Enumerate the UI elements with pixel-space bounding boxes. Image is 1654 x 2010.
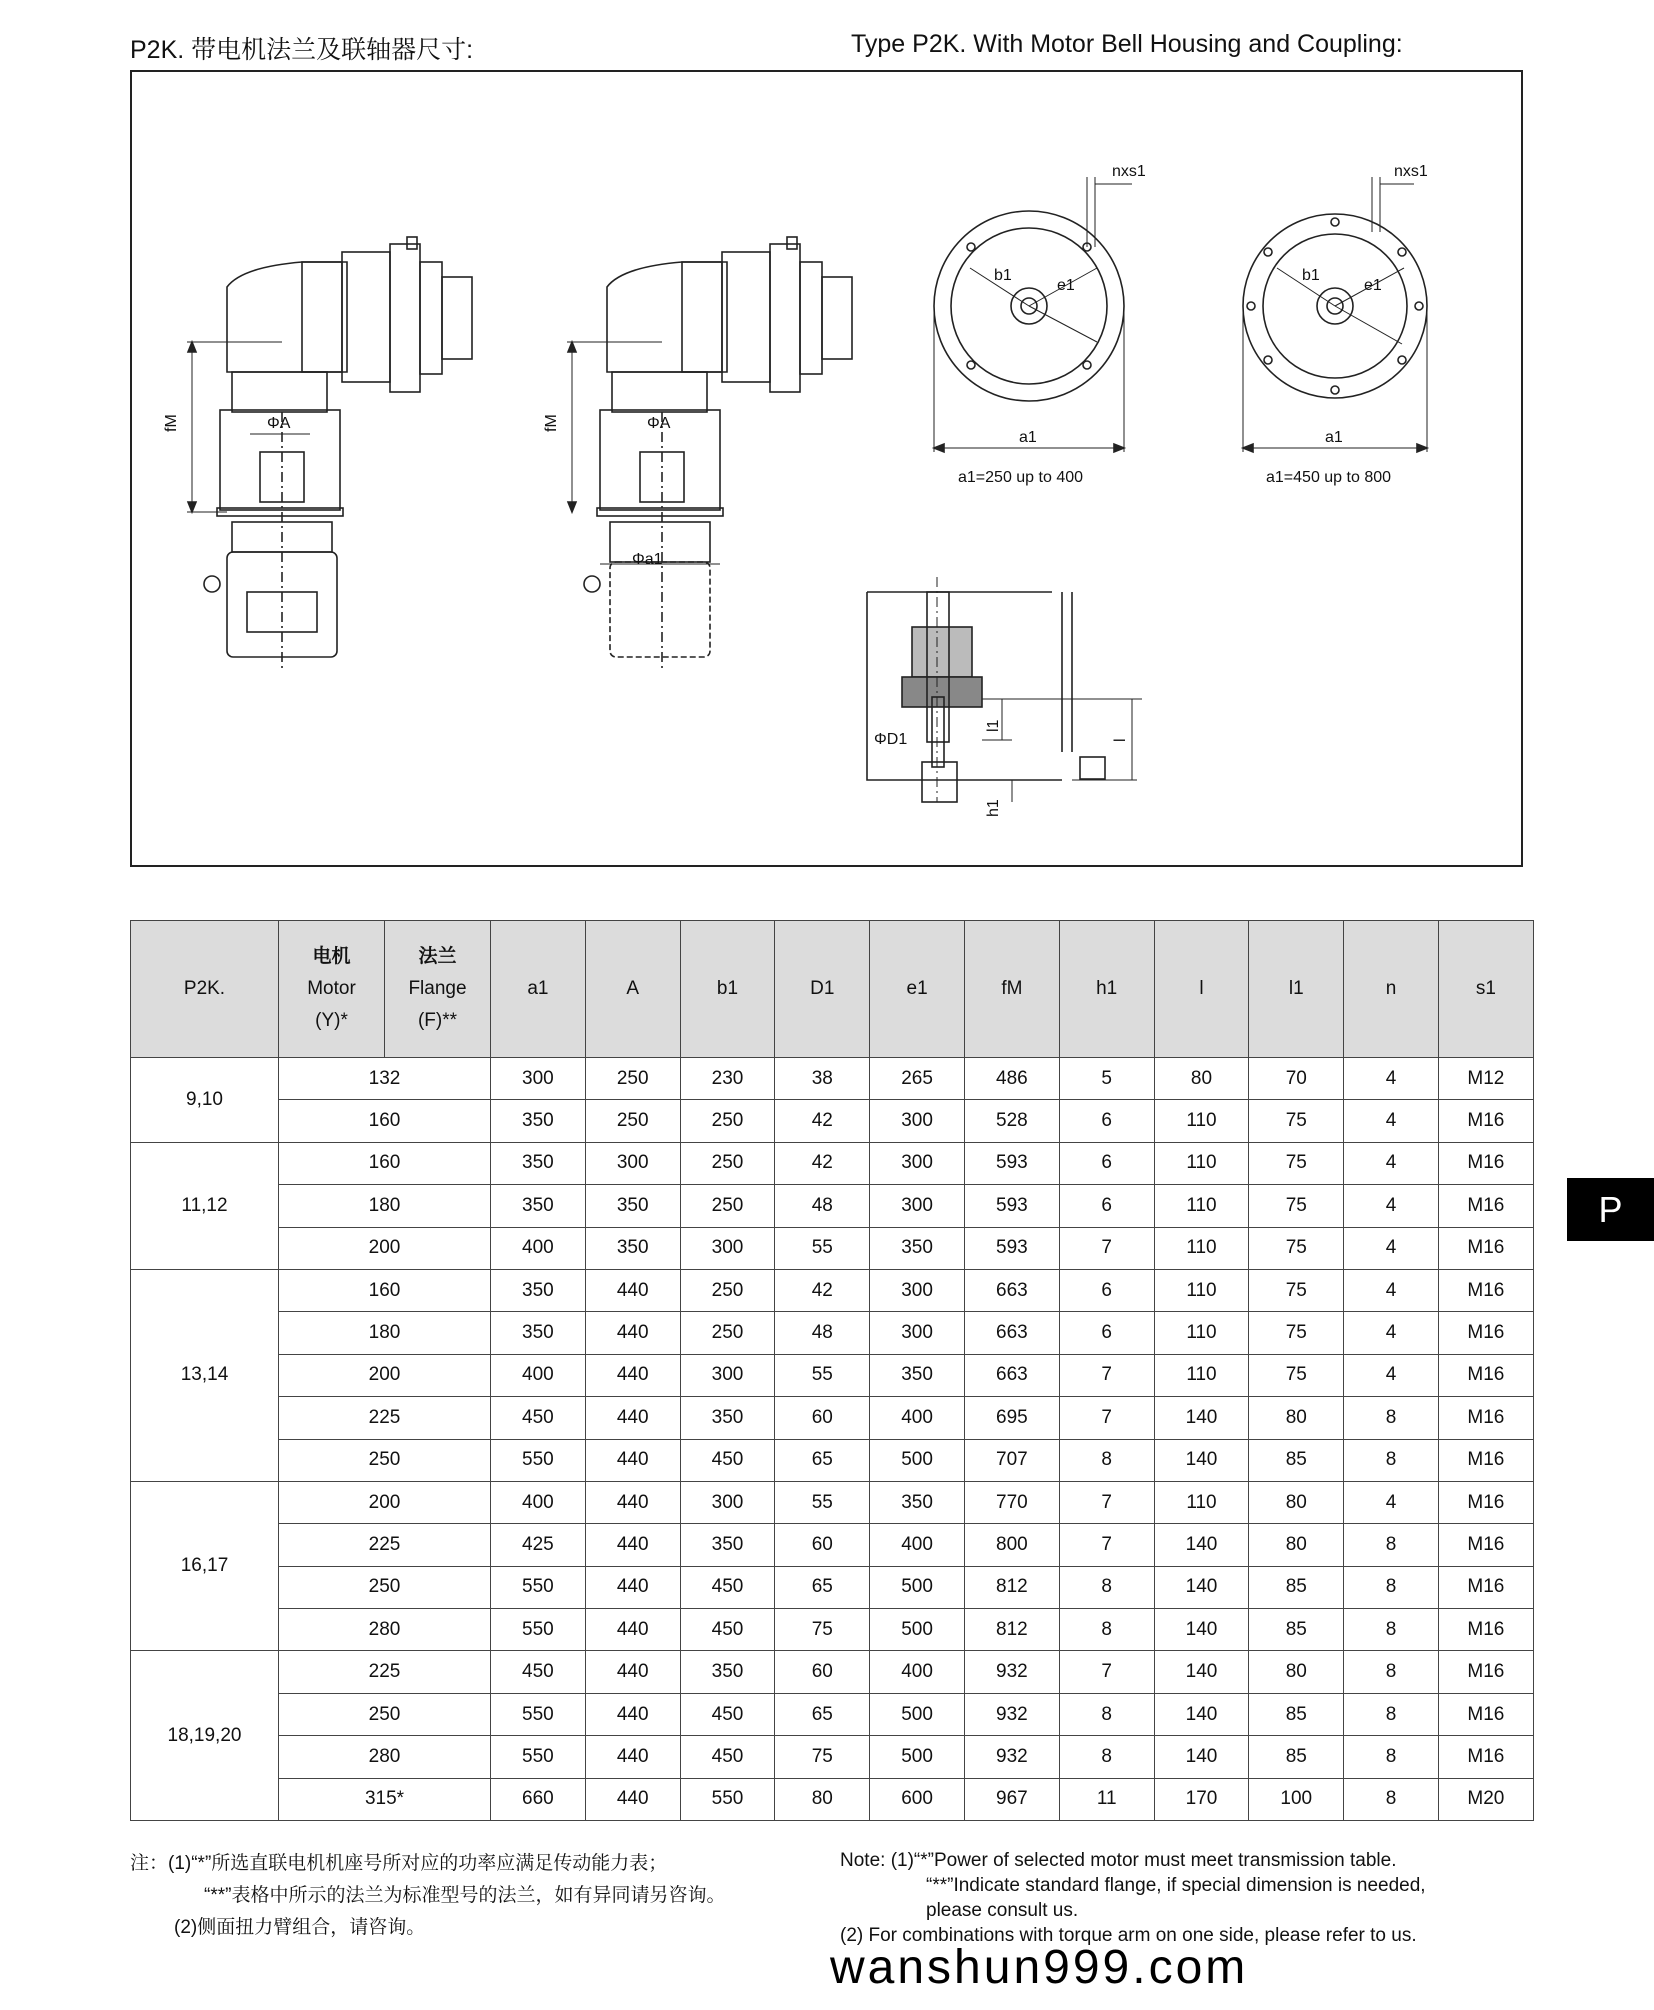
table-row xyxy=(131,1185,1534,1227)
notes-chinese xyxy=(130,1848,725,1944)
table-cell: 42 xyxy=(775,1269,870,1311)
table-cell: 55 xyxy=(775,1227,870,1269)
table-cell: 450 xyxy=(680,1736,775,1778)
table-cell: 140 xyxy=(1154,1609,1249,1651)
table-cell: 550 xyxy=(680,1778,775,1820)
table-cell: 812 xyxy=(964,1566,1059,1608)
motor-flange-cell: 250 xyxy=(279,1566,491,1608)
motor-flange-cell: 225 xyxy=(279,1524,491,1566)
table-cell: 350 xyxy=(491,1185,586,1227)
table-cell: M20 xyxy=(1438,1778,1533,1820)
header-l: l xyxy=(1154,921,1249,1058)
table-cell: 250 xyxy=(680,1100,775,1142)
size-cell: 13,14 xyxy=(131,1269,279,1481)
table-cell: 440 xyxy=(585,1566,680,1608)
table-cell: 300 xyxy=(491,1058,586,1100)
table-cell: 110 xyxy=(1154,1185,1249,1227)
note-cn-line1: 注：(1)“*”所选直联电机机座号所对应的功率应满足传动能力表； xyxy=(130,1853,668,1874)
nxs1-label-small: nxs1 xyxy=(1112,163,1146,180)
table-cell: 695 xyxy=(964,1397,1059,1439)
table-cell: 110 xyxy=(1154,1354,1249,1396)
table-cell: 4 xyxy=(1344,1354,1439,1396)
a1-label-large: a1 xyxy=(1325,429,1343,446)
table-cell: 4 xyxy=(1344,1058,1439,1100)
table-cell: 6 xyxy=(1059,1142,1154,1184)
table-cell: 230 xyxy=(680,1058,775,1100)
motor-flange-cell: 160 xyxy=(279,1100,491,1142)
table-cell: 450 xyxy=(680,1609,775,1651)
table-cell: 8 xyxy=(1344,1609,1439,1651)
gearbox-view-middle xyxy=(543,237,852,672)
table-cell: 440 xyxy=(585,1397,680,1439)
table-cell: 250 xyxy=(585,1100,680,1142)
table-cell: 450 xyxy=(491,1651,586,1693)
table-cell: 350 xyxy=(491,1142,586,1184)
table-cell: 65 xyxy=(775,1693,870,1735)
table-cell: 85 xyxy=(1249,1693,1344,1735)
technical-drawing xyxy=(132,72,1523,867)
table-cell: 300 xyxy=(680,1481,775,1523)
motor-flange-cell: 160 xyxy=(279,1269,491,1311)
table-cell: 400 xyxy=(870,1651,965,1693)
table-cell: 100 xyxy=(1249,1778,1344,1820)
table-cell: 140 xyxy=(1154,1736,1249,1778)
motor-flange-cell: 315* xyxy=(279,1778,491,1820)
table-cell: 500 xyxy=(870,1693,965,1735)
dimensions-table xyxy=(130,920,1534,1821)
header-h1: h1 xyxy=(1059,921,1154,1058)
table-cell: 110 xyxy=(1154,1481,1249,1523)
table-cell: 593 xyxy=(964,1227,1059,1269)
table-cell: 450 xyxy=(680,1566,775,1608)
table-cell: M12 xyxy=(1438,1058,1533,1100)
table-cell: 440 xyxy=(585,1736,680,1778)
header-D1: D1 xyxy=(775,921,870,1058)
caption-large-flange: a1=450 up to 800 xyxy=(1266,469,1392,486)
motor-flange-cell: 200 xyxy=(279,1481,491,1523)
table-cell: 500 xyxy=(870,1736,965,1778)
table-cell: M16 xyxy=(1438,1227,1533,1269)
table-cell: 250 xyxy=(680,1142,775,1184)
table-row xyxy=(131,1651,1534,1693)
note-cn-line3: (2)侧面扭力臂组合，请咨询。 xyxy=(174,1917,426,1938)
table-cell: 450 xyxy=(680,1693,775,1735)
table-cell: 140 xyxy=(1154,1651,1249,1693)
table-cell: 350 xyxy=(491,1312,586,1354)
table-row xyxy=(131,1439,1534,1481)
table-cell: 350 xyxy=(491,1269,586,1311)
size-cell: 9,10 xyxy=(131,1058,279,1143)
watermark: wanshun999.com xyxy=(830,1941,1249,1994)
motor-flange-cell: 250 xyxy=(279,1439,491,1481)
table-cell: 265 xyxy=(870,1058,965,1100)
table-cell: 8 xyxy=(1344,1693,1439,1735)
e1-label-large: e1 xyxy=(1364,277,1382,294)
table-cell: 440 xyxy=(585,1609,680,1651)
table-cell: 350 xyxy=(870,1227,965,1269)
table-cell: 80 xyxy=(1154,1058,1249,1100)
phiA-label-left: ΦA xyxy=(267,415,291,432)
table-cell: 450 xyxy=(491,1397,586,1439)
table-row xyxy=(131,1736,1534,1778)
table-cell: 110 xyxy=(1154,1269,1249,1311)
motor-flange-cell: 132 xyxy=(279,1058,491,1100)
table-cell: 6 xyxy=(1059,1269,1154,1311)
table-cell: 75 xyxy=(1249,1269,1344,1311)
table-cell: 400 xyxy=(491,1227,586,1269)
table-row xyxy=(131,1693,1534,1735)
table-cell: M16 xyxy=(1438,1439,1533,1481)
table-cell: 75 xyxy=(1249,1142,1344,1184)
table-cell: 65 xyxy=(775,1566,870,1608)
table-cell: 4 xyxy=(1344,1481,1439,1523)
table-cell: 8 xyxy=(1344,1397,1439,1439)
table-cell: 5 xyxy=(1059,1058,1154,1100)
phiA-label-middle: ΦA xyxy=(647,415,671,432)
table-cell: 75 xyxy=(1249,1227,1344,1269)
page-title-en: Type P2K. With Motor Bell Housing and Coupling: xyxy=(851,30,1403,58)
table-cell: 770 xyxy=(964,1481,1059,1523)
header-motor: 电机 Motor (Y)* xyxy=(279,921,385,1058)
table-cell: M16 xyxy=(1438,1481,1533,1523)
table-cell: 500 xyxy=(870,1439,965,1481)
table-cell: 6 xyxy=(1059,1100,1154,1142)
table-header-row xyxy=(131,921,1534,1058)
table-cell: 350 xyxy=(680,1651,775,1693)
page-title-cn: P2K. 带电机法兰及联轴器尺寸: xyxy=(130,36,474,64)
table-row xyxy=(131,1609,1534,1651)
table-cell: M16 xyxy=(1438,1609,1533,1651)
motor-flange-cell: 225 xyxy=(279,1651,491,1693)
table-cell: 7 xyxy=(1059,1481,1154,1523)
table-cell: 140 xyxy=(1154,1397,1249,1439)
table-cell: 250 xyxy=(680,1269,775,1311)
gearbox-view-left xyxy=(163,237,472,672)
phia1-label: Φa1 xyxy=(632,551,663,568)
technical-drawing-frame xyxy=(130,70,1523,867)
table-cell: 967 xyxy=(964,1778,1059,1820)
table-cell: 707 xyxy=(964,1439,1059,1481)
motor-flange-cell: 160 xyxy=(279,1142,491,1184)
table-cell: 8 xyxy=(1059,1439,1154,1481)
header-b1: b1 xyxy=(680,921,775,1058)
notes-english xyxy=(840,1848,1540,1948)
table-cell: 70 xyxy=(1249,1058,1344,1100)
table-cell: 300 xyxy=(680,1227,775,1269)
motor-flange-cell: 180 xyxy=(279,1185,491,1227)
table-cell: 4 xyxy=(1344,1142,1439,1184)
flange-small-view xyxy=(934,163,1146,486)
table-cell: 8 xyxy=(1344,1566,1439,1608)
table-row xyxy=(131,1227,1534,1269)
table-cell: M16 xyxy=(1438,1142,1533,1184)
table-cell: 812 xyxy=(964,1609,1059,1651)
header-fM: fM xyxy=(964,921,1059,1058)
table-cell: 80 xyxy=(1249,1651,1344,1693)
motor-flange-cell: 225 xyxy=(279,1397,491,1439)
table-cell: 8 xyxy=(1059,1566,1154,1608)
table-cell: 8 xyxy=(1344,1651,1439,1693)
table-row xyxy=(131,1778,1534,1820)
table-cell: 60 xyxy=(775,1524,870,1566)
table-cell: 486 xyxy=(964,1058,1059,1100)
table-cell: 440 xyxy=(585,1778,680,1820)
size-cell: 16,17 xyxy=(131,1481,279,1651)
table-cell: 932 xyxy=(964,1736,1059,1778)
l1-label: l1 xyxy=(985,719,1002,732)
table-cell: 440 xyxy=(585,1693,680,1735)
nxs1-label-large: nxs1 xyxy=(1394,163,1428,180)
table-cell: 600 xyxy=(870,1778,965,1820)
table-cell: 80 xyxy=(1249,1481,1344,1523)
table-body xyxy=(131,1058,1534,1821)
table-cell: M16 xyxy=(1438,1736,1533,1778)
table-cell: 8 xyxy=(1059,1736,1154,1778)
table-cell: 500 xyxy=(870,1609,965,1651)
table-cell: 110 xyxy=(1154,1142,1249,1184)
table-row xyxy=(131,1142,1534,1184)
table-cell: 75 xyxy=(775,1609,870,1651)
l-label: l xyxy=(1112,738,1129,742)
table-cell: 80 xyxy=(775,1778,870,1820)
table-cell: M16 xyxy=(1438,1566,1533,1608)
header-p2k: P2K. xyxy=(131,921,279,1058)
header-flange: 法兰 Flange (F)** xyxy=(385,921,491,1058)
table-cell: 500 xyxy=(870,1566,965,1608)
header-a1: a1 xyxy=(491,921,586,1058)
table-cell: 593 xyxy=(964,1142,1059,1184)
motor-flange-cell: 200 xyxy=(279,1227,491,1269)
table-cell: 440 xyxy=(585,1481,680,1523)
table-row xyxy=(131,1397,1534,1439)
table-cell: M16 xyxy=(1438,1312,1533,1354)
table-row xyxy=(131,1269,1534,1311)
note-cn-line2: “**”表格中所示的法兰为标准型号的法兰，如有异同请另咨询。 xyxy=(204,1885,726,1906)
table-cell: 75 xyxy=(1249,1354,1344,1396)
header-l1: l1 xyxy=(1249,921,1344,1058)
table-cell: 550 xyxy=(491,1439,586,1481)
table-cell: 400 xyxy=(491,1354,586,1396)
table-cell: 528 xyxy=(964,1100,1059,1142)
h1-label: h1 xyxy=(985,799,1002,817)
table-cell: 4 xyxy=(1344,1227,1439,1269)
table-cell: 450 xyxy=(680,1439,775,1481)
coupling-detail-view xyxy=(867,577,1142,817)
table-cell: 110 xyxy=(1154,1227,1249,1269)
table-cell: 350 xyxy=(680,1524,775,1566)
table-cell: M16 xyxy=(1438,1354,1533,1396)
table-cell: 663 xyxy=(964,1354,1059,1396)
table-cell: 250 xyxy=(680,1185,775,1227)
table-cell: 8 xyxy=(1059,1609,1154,1651)
table-cell: 8 xyxy=(1344,1439,1439,1481)
header-s1: s1 xyxy=(1438,921,1533,1058)
table-cell: 11 xyxy=(1059,1778,1154,1820)
motor-flange-cell: 280 xyxy=(279,1609,491,1651)
flange-large-view xyxy=(1243,163,1428,486)
table-cell: 7 xyxy=(1059,1524,1154,1566)
table-cell: M16 xyxy=(1438,1397,1533,1439)
table-cell: 80 xyxy=(1249,1397,1344,1439)
table-cell: 6 xyxy=(1059,1185,1154,1227)
motor-flange-cell: 180 xyxy=(279,1312,491,1354)
header-A: A xyxy=(585,921,680,1058)
table-cell: 300 xyxy=(870,1100,965,1142)
table-row xyxy=(131,1100,1534,1142)
table-cell: 593 xyxy=(964,1185,1059,1227)
phiD1-label: ΦD1 xyxy=(874,731,908,748)
table-cell: 4 xyxy=(1344,1100,1439,1142)
table-cell: 250 xyxy=(680,1312,775,1354)
table-cell: 42 xyxy=(775,1100,870,1142)
section-tab-p[interactable]: P xyxy=(1567,1178,1654,1241)
table-cell: 932 xyxy=(964,1651,1059,1693)
table-cell: 440 xyxy=(585,1651,680,1693)
table-cell: 300 xyxy=(870,1312,965,1354)
table-cell: 350 xyxy=(585,1185,680,1227)
table-cell: 350 xyxy=(680,1397,775,1439)
table-cell: 550 xyxy=(491,1693,586,1735)
table-row xyxy=(131,1058,1534,1100)
table-cell: 440 xyxy=(585,1354,680,1396)
note-en-line4: (2) For combinations with torque arm on one side, please refer to us. xyxy=(840,1925,1417,1946)
table-cell: 300 xyxy=(585,1142,680,1184)
table-cell: 350 xyxy=(870,1481,965,1523)
b1-label-small: b1 xyxy=(994,267,1012,284)
header-n: n xyxy=(1344,921,1439,1058)
table-cell: 55 xyxy=(775,1354,870,1396)
table-cell: 440 xyxy=(585,1524,680,1566)
table-cell: 42 xyxy=(775,1142,870,1184)
note-en-line2: “**”Indicate standard flange, if special dimension is needed, xyxy=(926,1875,1426,1896)
table-cell: 350 xyxy=(870,1354,965,1396)
table-row xyxy=(131,1481,1534,1523)
table-cell: 60 xyxy=(775,1397,870,1439)
table-cell: 7 xyxy=(1059,1397,1154,1439)
table-cell: 550 xyxy=(491,1566,586,1608)
caption-small-flange: a1=250 up to 400 xyxy=(958,469,1084,486)
motor-flange-cell: 250 xyxy=(279,1693,491,1735)
table-cell: 932 xyxy=(964,1693,1059,1735)
table-cell: 65 xyxy=(775,1439,870,1481)
table-cell: 48 xyxy=(775,1312,870,1354)
table-cell: 800 xyxy=(964,1524,1059,1566)
table-cell: 80 xyxy=(1249,1524,1344,1566)
table-cell: 140 xyxy=(1154,1439,1249,1481)
table-cell: 8 xyxy=(1344,1778,1439,1820)
table-cell: 75 xyxy=(775,1736,870,1778)
table-cell: M16 xyxy=(1438,1524,1533,1566)
table-cell: 6 xyxy=(1059,1312,1154,1354)
b1-label-large: b1 xyxy=(1302,267,1320,284)
table-cell: 110 xyxy=(1154,1312,1249,1354)
table-cell: 4 xyxy=(1344,1312,1439,1354)
table-cell: 425 xyxy=(491,1524,586,1566)
table-cell: 85 xyxy=(1249,1609,1344,1651)
table-cell: M16 xyxy=(1438,1651,1533,1693)
table-cell: 440 xyxy=(585,1312,680,1354)
table-cell: 85 xyxy=(1249,1736,1344,1778)
table-cell: 440 xyxy=(585,1269,680,1311)
table-cell: 8 xyxy=(1344,1736,1439,1778)
table-cell: 550 xyxy=(491,1736,586,1778)
table-cell: 60 xyxy=(775,1651,870,1693)
table-cell: 300 xyxy=(870,1269,965,1311)
motor-flange-cell: 200 xyxy=(279,1354,491,1396)
table-cell: 7 xyxy=(1059,1354,1154,1396)
table-cell: 300 xyxy=(680,1354,775,1396)
table-cell: 85 xyxy=(1249,1566,1344,1608)
table-cell: 440 xyxy=(585,1439,680,1481)
table-cell: 250 xyxy=(585,1058,680,1100)
table-cell: M16 xyxy=(1438,1100,1533,1142)
table-cell: 38 xyxy=(775,1058,870,1100)
table-cell: 300 xyxy=(870,1142,965,1184)
table-row xyxy=(131,1312,1534,1354)
header-e1: e1 xyxy=(870,921,965,1058)
table-cell: 140 xyxy=(1154,1693,1249,1735)
table-cell: 110 xyxy=(1154,1100,1249,1142)
table-cell: 7 xyxy=(1059,1227,1154,1269)
e1-label-small: e1 xyxy=(1057,277,1075,294)
table-cell: 400 xyxy=(870,1524,965,1566)
note-en-line1: Note: (1)“*”Power of selected motor must meet transmission table. xyxy=(840,1850,1397,1871)
table-cell: 85 xyxy=(1249,1439,1344,1481)
table-cell: 48 xyxy=(775,1185,870,1227)
table-cell: 400 xyxy=(491,1481,586,1523)
table-cell: 140 xyxy=(1154,1566,1249,1608)
table-row xyxy=(131,1566,1534,1608)
a1-label-small: a1 xyxy=(1019,429,1037,446)
table-cell: M16 xyxy=(1438,1185,1533,1227)
table-cell: 400 xyxy=(870,1397,965,1439)
fM-label-middle: fM xyxy=(543,414,560,432)
size-cell: 11,12 xyxy=(131,1142,279,1269)
table-cell: 8 xyxy=(1059,1693,1154,1735)
table-row xyxy=(131,1524,1534,1566)
table-cell: 55 xyxy=(775,1481,870,1523)
table-cell: 4 xyxy=(1344,1269,1439,1311)
table-cell: 350 xyxy=(585,1227,680,1269)
table-row xyxy=(131,1354,1534,1396)
table-cell: 300 xyxy=(870,1185,965,1227)
fM-label-left: fM xyxy=(163,414,180,432)
table-cell: 660 xyxy=(491,1778,586,1820)
table-cell: 663 xyxy=(964,1312,1059,1354)
table-cell: 350 xyxy=(491,1100,586,1142)
table-cell: M16 xyxy=(1438,1693,1533,1735)
table-cell: 8 xyxy=(1344,1524,1439,1566)
table-cell: 75 xyxy=(1249,1185,1344,1227)
note-en-line3: please consult us. xyxy=(926,1900,1079,1921)
table-cell: M16 xyxy=(1438,1269,1533,1311)
motor-flange-cell: 280 xyxy=(279,1736,491,1778)
size-cell: 18,19,20 xyxy=(131,1651,279,1821)
table-cell: 75 xyxy=(1249,1100,1344,1142)
table-cell: 170 xyxy=(1154,1778,1249,1820)
table-cell: 7 xyxy=(1059,1651,1154,1693)
table-cell: 550 xyxy=(491,1609,586,1651)
table-cell: 140 xyxy=(1154,1524,1249,1566)
table-cell: 75 xyxy=(1249,1312,1344,1354)
table-cell: 663 xyxy=(964,1269,1059,1311)
table-cell: 4 xyxy=(1344,1185,1439,1227)
